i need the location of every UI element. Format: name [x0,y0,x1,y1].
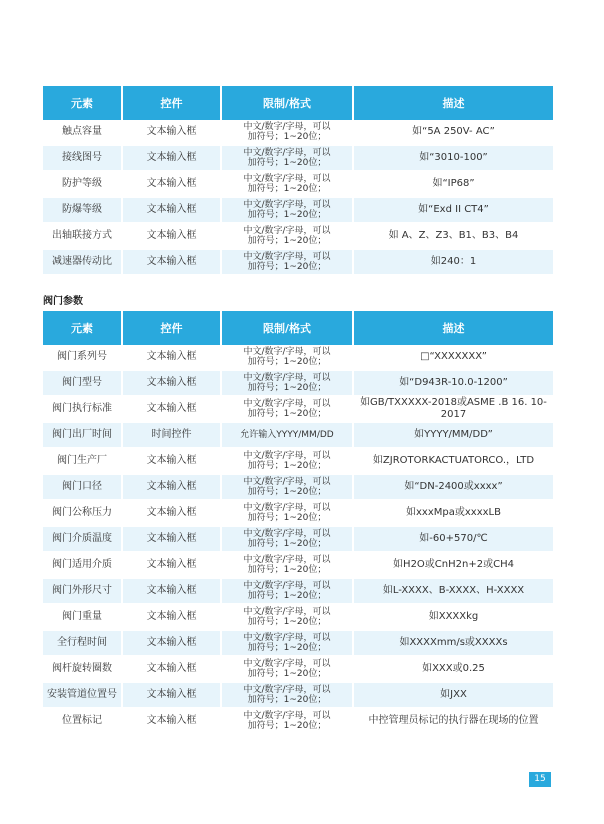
format-line-1: 中文/数字/字母，可以 [243,373,331,383]
table-row [43,120,553,145]
format-line-1: 中文/数字/字母，可以 [243,200,331,210]
table-1-body [43,120,553,275]
header-description: 描述 [353,86,553,120]
format-line-1: 中文/数字/字母，可以 [243,555,331,565]
format-line-2: 加符号；1~20位； [247,262,327,272]
format-line-1: 中文/数字/字母，可以 [243,659,331,669]
description-cell: 如L-XXXX、B-XXXX、H-XXXX [353,578,553,604]
header-element: 元素 [43,311,122,345]
element-cell: 接线图号 [43,145,122,171]
format-cell [221,223,353,249]
format-line-2: 加符号；1~20位； [247,461,327,471]
format-line-2: 加符号；1~20位； [247,591,327,601]
format-line-2: 加符号；1~20位； [247,210,327,220]
format-line-1: 中文/数字/字母，可以 [243,503,331,513]
table-row [43,422,553,448]
format-cell [221,474,353,500]
element-cell: 防护等级 [43,171,122,197]
format-line-2: 加符号；1~20位； [247,565,327,575]
header-format: 限制/格式 [221,311,353,345]
control-cell: 文本输入框 [122,656,221,682]
table-header-row [43,311,553,345]
element-cell: 阀门型号 [43,370,122,396]
table-row [43,578,553,604]
description-cell: 如-60+570/℃ [353,526,553,552]
control-cell: 文本输入框 [122,604,221,630]
table-row [43,526,553,552]
format-line-2: 加符号；1~20位； [247,669,327,679]
format-line-1: 中文/数字/字母，可以 [243,685,331,695]
element-cell: 防爆等级 [43,197,122,223]
format-cell [221,249,353,275]
control-cell: 文本输入框 [122,630,221,656]
description-cell: 如ZJROTORKACTUATORCO.，LTD [353,448,553,474]
format-cell [221,197,353,223]
format-cell [221,345,353,370]
control-cell: 文本输入框 [122,708,221,734]
format-line-1: 中文/数字/字母，可以 [243,477,331,487]
format-line-1: 中文/数字/字母，可以 [243,451,331,461]
description-cell: 如240：1 [353,249,553,275]
control-cell: 文本输入框 [122,474,221,500]
format-line-1: 中文/数字/字母，可以 [243,226,331,236]
header-control: 控件 [122,86,221,120]
format-cell [221,145,353,171]
description-cell: 如xxxMpa或xxxxLB [353,500,553,526]
format-line-1: 中文/数字/字母，可以 [243,148,331,158]
table-row [43,345,553,370]
header-control: 控件 [122,311,221,345]
format-line-2: 加符号；1~20位； [247,695,327,705]
table-row [43,223,553,249]
element-cell: 阀门外形尺寸 [43,578,122,604]
format-cell [221,500,353,526]
format-line-1: 中文/数字/字母，可以 [243,711,331,721]
element-cell: 阀门口径 [43,474,122,500]
format-line-2: 加符号；1~20位； [247,721,327,731]
description-cell: 如 A、Z、Z3、B1、B3、B4 [353,223,553,249]
page-number: 15 [529,772,551,787]
table-row [43,474,553,500]
description-cell: 如XXX或0.25 [353,656,553,682]
format-line-1: 中文/数字/字母，可以 [243,347,331,357]
format-line-2: 加符号；1~20位； [247,158,327,168]
format-line-1: 中文/数字/字母，可以 [243,122,331,132]
format-line-2: 加符号；1~20位； [247,617,327,627]
format-cell [221,171,353,197]
description-cell: 如“Exd II CT4” [353,197,553,223]
format-line-1: 中文/数字/字母，可以 [243,529,331,539]
format-line-1: 中文/数字/字母，可以 [243,633,331,643]
control-cell: 文本输入框 [122,526,221,552]
format-line-2: 加符号；1~20位； [247,357,327,367]
element-cell: 全行程时间 [43,630,122,656]
element-cell: 减速器传动比 [43,249,122,275]
format-line-2: 加符号；1~20位； [247,409,327,419]
control-cell: 文本输入框 [122,171,221,197]
description-cell: 如JXX [353,682,553,708]
description-cell: 如XXXXmm/s或XXXXs [353,630,553,656]
table-row [43,604,553,630]
format-line-2: 加符号；1~20位； [247,236,327,246]
format-line-2: 加符号；1~20位； [247,487,327,497]
format-cell [221,448,353,474]
format-cell [221,526,353,552]
format-line-1: 中文/数字/字母，可以 [243,607,331,617]
control-cell: 文本输入框 [122,223,221,249]
description-cell: 中控管理员标记的执行器在现场的位置 [353,708,553,734]
format-line-1: 中文/数字/字母，可以 [243,174,331,184]
table-row [43,708,553,734]
table-row [43,197,553,223]
format-line-2: 加符号；1~20位； [247,383,327,393]
element-cell: 阀门系列号 [43,345,122,370]
format-cell [221,578,353,604]
table-row [43,370,553,396]
description-cell: 如“3010-100” [353,145,553,171]
table-row [43,682,553,708]
element-cell: 阀门适用介质 [43,552,122,578]
control-cell: 文本输入框 [122,552,221,578]
control-cell: 时间控件 [122,422,221,448]
format-cell [221,422,353,448]
element-cell: 阀门执行标准 [43,396,122,422]
header-description: 描述 [353,311,553,345]
table-row [43,396,553,422]
header-format: 限制/格式 [221,86,353,120]
format-line-2: 加符号；1~20位； [247,184,327,194]
control-cell: 文本输入框 [122,120,221,145]
description-cell: 如GB/TXXXXX-2018或ASME .B 16. 10-2017 [353,396,553,422]
element-cell: 阀杆旋转圈数 [43,656,122,682]
format-cell [221,656,353,682]
control-cell: 文本输入框 [122,249,221,275]
element-cell: 阀门重量 [43,604,122,630]
table-row [43,500,553,526]
table-row [43,249,553,275]
element-cell: 位置标记 [43,708,122,734]
format-line-2: 加符号；1~20位； [247,132,327,142]
control-cell: 文本输入框 [122,448,221,474]
control-cell: 文本输入框 [122,197,221,223]
format-line-1: 中文/数字/字母，可以 [243,399,331,409]
format-cell [221,604,353,630]
format-line-2: 加符号；1~20位； [247,539,327,549]
description-cell: 如“5A 250V- AC” [353,120,553,145]
control-cell: 文本输入框 [122,396,221,422]
format-cell [221,682,353,708]
table-row [43,630,553,656]
description-cell: 如YYYY/MM/DD” [353,422,553,448]
element-cell: 阀门生产厂 [43,448,122,474]
table-row [43,145,553,171]
control-cell: 文本输入框 [122,578,221,604]
table-row [43,656,553,682]
element-cell: 安装管道位置号 [43,682,122,708]
format-cell [221,630,353,656]
table-header-row [43,86,553,120]
table-2 [43,311,553,735]
description-cell: □“XXXXXXX” [353,345,553,370]
element-cell: 触点容量 [43,120,122,145]
table-1 [43,86,553,276]
description-cell: 如H2O或CnH2n+2或CH4 [353,552,553,578]
element-cell: 阀门介质温度 [43,526,122,552]
format-line-1: 中文/数字/字母，可以 [243,252,331,262]
description-cell: 如“IP68” [353,171,553,197]
control-cell: 文本输入框 [122,345,221,370]
section-title-valve-params: 阀门参数 [43,296,83,307]
element-cell: 阀门出厂时间 [43,422,122,448]
header-element: 元素 [43,86,122,120]
format-cell [221,120,353,145]
description-cell: 如“DN-2400或xxxx” [353,474,553,500]
table-row [43,448,553,474]
format-cell [221,708,353,734]
format-line-2: 加符号；1~20位； [247,513,327,523]
description-cell: 如XXXXkg [353,604,553,630]
element-cell: 阀门公称压力 [43,500,122,526]
element-cell: 出轴联接方式 [43,223,122,249]
table-2-body [43,345,553,734]
format-cell [221,370,353,396]
control-cell: 文本输入框 [122,370,221,396]
table-row [43,171,553,197]
format-line-1: 中文/数字/字母，可以 [243,581,331,591]
format-cell [221,396,353,422]
table-row [43,552,553,578]
control-cell: 文本输入框 [122,500,221,526]
format-line-2: 加符号；1~20位； [247,643,327,653]
format-line-1: 允许输入YYYY/MM/DD [240,430,334,440]
description-cell: 如“D943R-10.0-1200” [353,370,553,396]
control-cell: 文本输入框 [122,145,221,171]
format-cell [221,552,353,578]
control-cell: 文本输入框 [122,682,221,708]
